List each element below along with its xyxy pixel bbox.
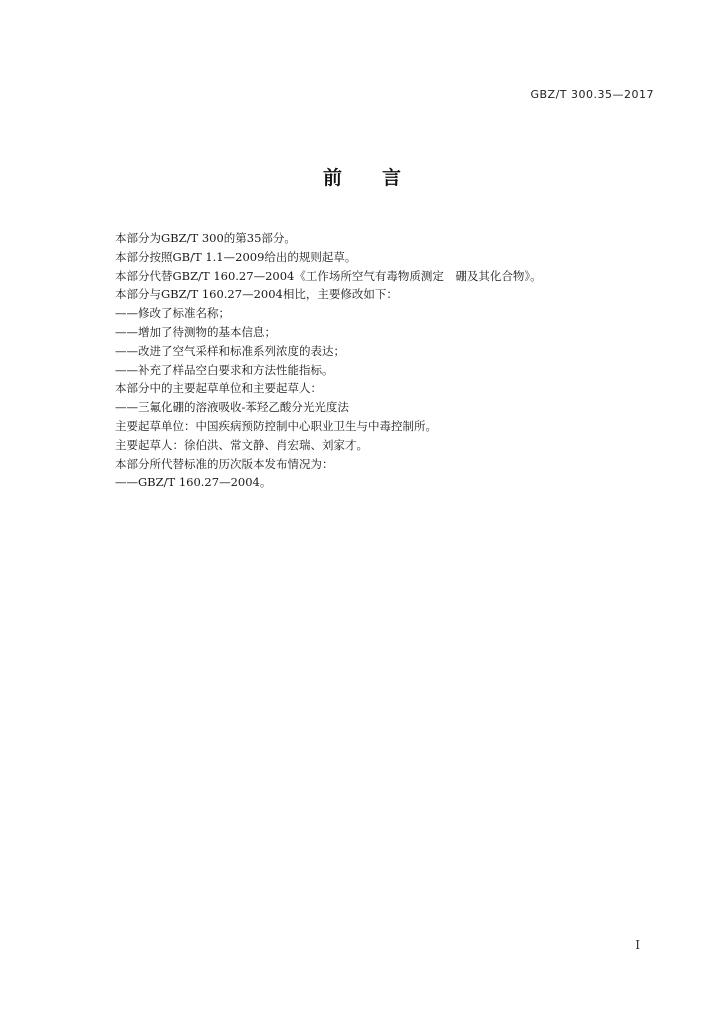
- list-item: ——增加了待测物的基本信息；: [115, 324, 276, 339]
- paragraph-line: 本部分按照GB/T 1.1—2009给出的规则起草。: [115, 249, 357, 264]
- paragraph-line: 本部分为GBZ/T 300的第35部分。: [115, 231, 296, 245]
- list-item: ——补充了样品空白要求和方法性能指标。: [115, 362, 334, 377]
- paragraph-line: 本部分与GBZ/T 160.27—2004相比，主要修改如下：: [115, 287, 398, 302]
- list-item: ——GBZ/T 160.27—2004。: [115, 475, 272, 490]
- paragraph-line: 本部分中的主要起草单位和主要起草人：: [115, 381, 322, 396]
- page-number: I: [635, 938, 640, 952]
- paragraph-line: 主要起草单位：中国疾病预防控制中心职业卫生与中毒控制所。: [115, 418, 437, 433]
- paragraph-line: 主要起草人：徐伯洪、常文静、肖宏瑞、刘家才。: [115, 437, 368, 452]
- list-item: ——三氟化硼的溶液吸收-苯羟乙酸分光光度法: [115, 400, 349, 415]
- paragraph-line: 本部分所代替标准的历次版本发布情况为：: [115, 456, 334, 471]
- list-item: ——改进了空气采样和标准系列浓度的表达；: [115, 343, 345, 358]
- standard-code: GBZ/T 300.35—2017: [530, 88, 654, 101]
- paragraph-line: 本部分代替GBZ/T 160.27—2004《工作场所空气有毒物质测定 硼及其化合物》。: [115, 268, 542, 283]
- page-title: 前言: [322, 167, 441, 189]
- list-item: ——修改了标准名称；: [115, 306, 230, 321]
- foreword-body: [115, 229, 635, 492]
